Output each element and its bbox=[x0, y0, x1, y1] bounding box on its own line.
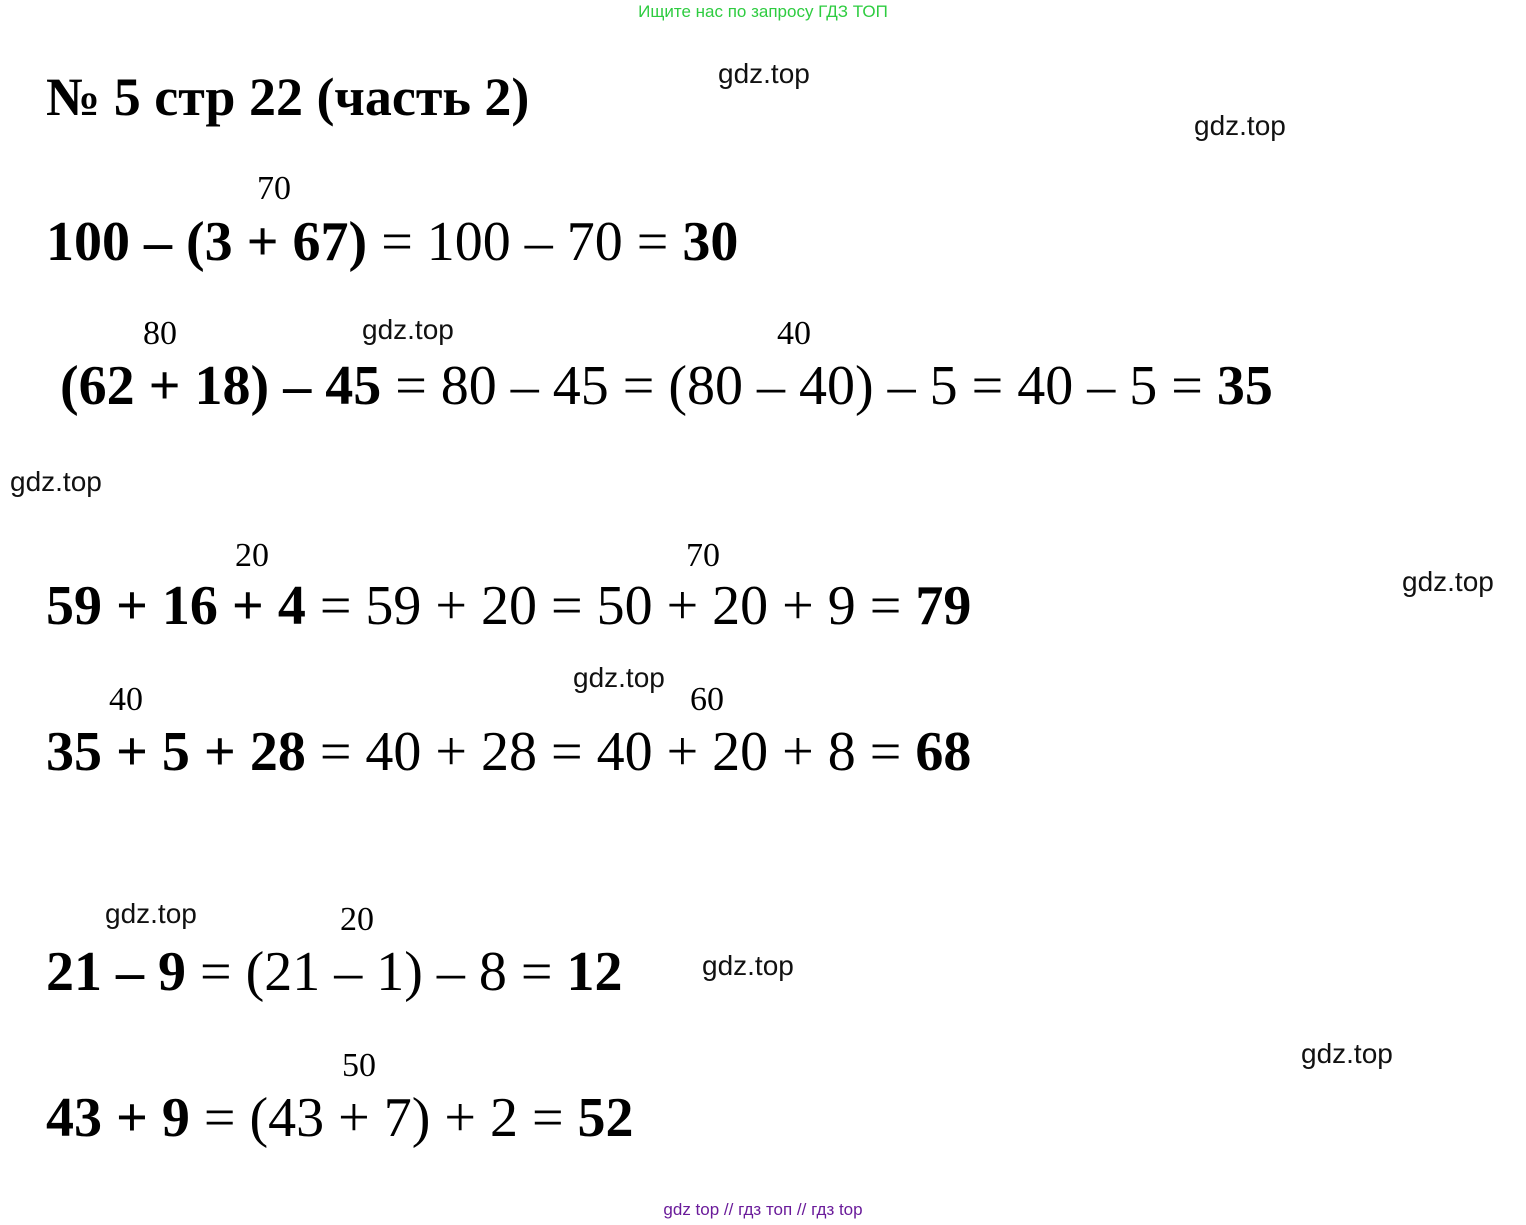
equation-row bbox=[46, 575, 972, 637]
watermark: gdz.top bbox=[362, 314, 454, 345]
search-banner: Ищите нас по запросу ГДЗ ТОП bbox=[638, 2, 888, 21]
equation-steps: = 59 + 20 = 50 + 20 + 9 = bbox=[305, 575, 916, 637]
equation-result: 35 bbox=[1216, 355, 1273, 417]
watermark: gdz.top bbox=[573, 662, 665, 693]
intermediate-note: 20 bbox=[340, 901, 374, 938]
watermark: gdz.top bbox=[1402, 566, 1494, 597]
equation-row bbox=[46, 211, 739, 273]
equation-steps: = 80 – 45 = (80 – 40) – 5 = 40 – 5 = bbox=[381, 355, 1217, 417]
equation-steps: = (43 + 7) + 2 = bbox=[189, 1087, 578, 1149]
watermark: gdz.top bbox=[718, 58, 810, 89]
equation-steps: = (21 – 1) – 8 = bbox=[186, 941, 567, 1003]
equation-expression: 43 + 9 bbox=[46, 1087, 190, 1149]
equation-expression: 59 + 16 + 4 bbox=[46, 575, 306, 637]
equation-result: 52 bbox=[577, 1087, 634, 1149]
equation-expression: 21 – 9 bbox=[46, 941, 186, 1003]
page-title: № 5 стр 22 (часть 2) bbox=[46, 67, 530, 127]
watermark: gdz.top bbox=[1194, 110, 1286, 141]
equation-result: 12 bbox=[566, 941, 623, 1003]
equation-expression: 100 – (3 + 67) bbox=[46, 211, 368, 273]
equation-row bbox=[60, 355, 1273, 417]
intermediate-note: 20 bbox=[235, 537, 269, 574]
intermediate-note: 40 bbox=[777, 315, 811, 352]
watermark: gdz.top bbox=[105, 898, 197, 929]
equation-expression: (62 + 18) – 45 bbox=[60, 355, 382, 417]
watermark: gdz.top bbox=[1301, 1038, 1393, 1069]
equation-row bbox=[46, 721, 972, 783]
equation-result: 79 bbox=[915, 575, 972, 637]
watermark: gdz.top bbox=[10, 466, 102, 497]
intermediate-note: 60 bbox=[690, 681, 724, 718]
equation-row bbox=[46, 941, 623, 1003]
intermediate-note: 50 bbox=[342, 1047, 376, 1084]
equation-result: 30 bbox=[682, 211, 739, 273]
equation-row bbox=[46, 1087, 634, 1149]
equation-steps: = 100 – 70 = bbox=[367, 211, 683, 273]
equation-result: 68 bbox=[915, 721, 972, 783]
equation-steps: = 40 + 28 = 40 + 20 + 8 = bbox=[305, 721, 916, 783]
equation-expression: 35 + 5 + 28 bbox=[46, 721, 306, 783]
intermediate-note: 70 bbox=[257, 170, 291, 207]
intermediate-note: 80 bbox=[143, 315, 177, 352]
intermediate-note: 40 bbox=[109, 681, 143, 718]
intermediate-note: 70 bbox=[686, 537, 720, 574]
footer-links: gdz top // гдз топ // гдз top bbox=[663, 1200, 863, 1219]
watermark: gdz.top bbox=[702, 950, 794, 981]
